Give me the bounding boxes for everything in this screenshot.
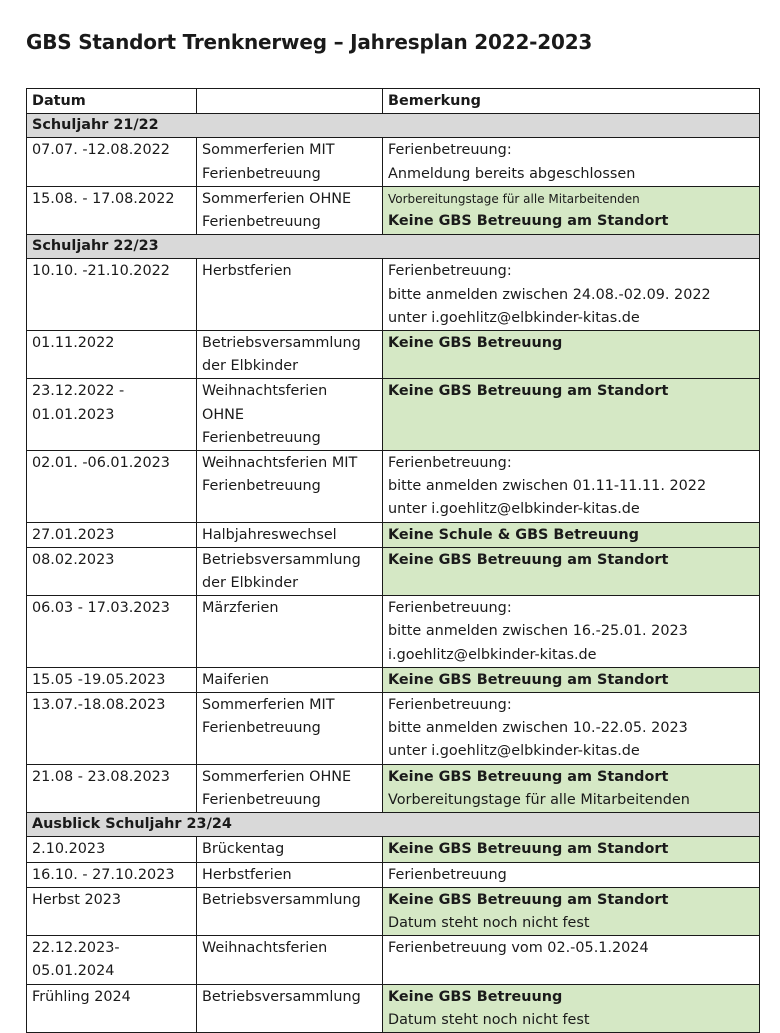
date-cell <box>27 693 197 765</box>
remark-line: bitte anmelden zwischen 16.-25.01. 2023 <box>388 623 688 640</box>
remark-cell <box>383 522 760 547</box>
table-row <box>27 186 760 234</box>
remark-line: Anmeldung bereits abgeschlossen <box>388 165 636 182</box>
remark-line: Vorbereitungstage für alle Mitarbeitenden <box>388 791 690 808</box>
date-line: 08.02.2023 <box>32 551 115 568</box>
date-cell <box>27 547 197 595</box>
remark-cell <box>383 837 760 862</box>
remark-bold-line: Keine GBS Betreuung <box>388 335 563 352</box>
remark-line: Datum steht noch nicht fest <box>388 1011 590 1028</box>
table-row <box>27 887 760 935</box>
event-cell <box>197 667 383 692</box>
event-cell <box>197 451 383 523</box>
event-line: Ferienbetreuung <box>202 165 321 182</box>
remark-cell <box>383 984 760 1032</box>
date-line: 15.08. - 17.08.2022 <box>32 190 175 207</box>
remark-cell <box>383 259 760 331</box>
table-row <box>27 331 760 379</box>
section-row <box>27 235 760 259</box>
event-cell <box>197 547 383 595</box>
section-label: Schuljahr 22/23 <box>27 235 760 259</box>
section-row <box>27 813 760 837</box>
date-line: 22.12.2023- <box>32 940 120 957</box>
table-row <box>27 936 760 984</box>
remark-line: unter i.goehlitz@elbkinder-kitas.de <box>388 743 640 760</box>
date-cell <box>27 936 197 984</box>
date-line: Frühling 2024 <box>32 988 131 1005</box>
event-cell <box>197 984 383 1032</box>
section-row <box>27 114 760 138</box>
event-cell <box>197 186 383 234</box>
remark-bold-line: Keine Schule & GBS Betreuung <box>388 526 639 543</box>
remark-line: Vorbereitungstage für alle Mitarbeitenden <box>388 191 640 206</box>
header-remark: Bemerkung <box>383 89 760 114</box>
remark-line: Ferienbetreuung: <box>388 142 512 159</box>
remark-cell <box>383 331 760 379</box>
event-line: Ferienbetreuung <box>202 478 321 495</box>
date-cell <box>27 331 197 379</box>
schedule-table <box>26 88 760 1033</box>
event-cell <box>197 522 383 547</box>
remark-line: bitte anmelden zwischen 24.08.-02.09. 2022 <box>388 286 711 303</box>
date-cell <box>27 887 197 935</box>
date-line: 13.07.-18.08.2023 <box>32 697 166 714</box>
table-row <box>27 138 760 186</box>
remark-line: Ferienbetreuung: <box>388 263 512 280</box>
event-line: Ferienbetreuung <box>202 429 321 446</box>
remark-cell <box>383 667 760 692</box>
event-line: Weihnachtsferien MIT <box>202 455 358 472</box>
event-cell <box>197 596 383 668</box>
event-cell <box>197 379 383 451</box>
table-row <box>27 984 760 1032</box>
date-line: 21.08 - 23.08.2023 <box>32 768 170 785</box>
table-row <box>27 862 760 887</box>
table-row <box>27 547 760 595</box>
remark-cell <box>383 547 760 595</box>
remark-bold-line: Keine GBS Betreuung am Standort <box>388 671 669 688</box>
date-line: 16.10. - 27.10.2023 <box>32 866 175 883</box>
event-cell <box>197 837 383 862</box>
remark-cell <box>383 936 760 984</box>
remark-bold-line: Keine GBS Betreuung am Standort <box>388 768 669 785</box>
date-cell <box>27 596 197 668</box>
event-cell <box>197 138 383 186</box>
date-cell <box>27 862 197 887</box>
event-cell <box>197 936 383 984</box>
event-cell <box>197 331 383 379</box>
remark-line: Ferienbetreuung vom 02.-05.1.2024 <box>388 940 649 957</box>
date-line: 2.10.2023 <box>32 841 106 858</box>
remark-line: Datum steht noch nicht fest <box>388 914 590 931</box>
remark-cell <box>383 186 760 234</box>
date-cell <box>27 451 197 523</box>
section-label: Schuljahr 21/22 <box>27 114 760 138</box>
event-line: Herbstferien <box>202 866 292 883</box>
date-cell <box>27 259 197 331</box>
remark-cell <box>383 764 760 812</box>
date-line: 27.01.2023 <box>32 526 115 543</box>
date-line: 01.01.2023 <box>32 406 115 423</box>
event-line: Sommerferien MIT <box>202 697 335 714</box>
event-line: OHNE <box>202 406 245 423</box>
event-line: Ferienbetreuung <box>202 720 321 737</box>
header-event <box>197 89 383 114</box>
event-line: Weihnachtsferien <box>202 383 328 400</box>
event-line: Weihnachtsferien <box>202 940 328 957</box>
date-line: 01.11.2022 <box>32 335 115 352</box>
remark-cell <box>383 862 760 887</box>
remark-line: Ferienbetreuung <box>388 866 507 883</box>
remark-bold-line: Keine GBS Betreuung <box>388 988 563 1005</box>
date-line: 15.05 -19.05.2023 <box>32 671 166 688</box>
event-line: Ferienbetreuung <box>202 791 321 808</box>
event-line: Herbstferien <box>202 263 292 280</box>
table-row <box>27 693 760 765</box>
remark-cell <box>383 596 760 668</box>
event-line: Betriebsversammlung <box>202 551 361 568</box>
remark-line: Ferienbetreuung: <box>388 600 512 617</box>
remark-cell <box>383 451 760 523</box>
section-label: Ausblick Schuljahr 23/24 <box>27 813 760 837</box>
header-date: Datum <box>27 89 197 114</box>
event-cell <box>197 259 383 331</box>
event-line: Brückentag <box>202 841 285 858</box>
event-line: Sommerferien OHNE <box>202 190 352 207</box>
date-line: 05.01.2024 <box>32 963 115 980</box>
event-line: Halbjahreswechsel <box>202 526 337 543</box>
date-line: 10.10. -21.10.2022 <box>32 263 170 280</box>
date-line: 23.12.2022 - <box>32 383 125 400</box>
date-cell <box>27 837 197 862</box>
event-line: der Elbkinder <box>202 358 299 375</box>
remark-line: unter i.goehlitz@elbkinder-kitas.de <box>388 309 640 326</box>
remark-cell <box>383 887 760 935</box>
table-row <box>27 451 760 523</box>
date-cell <box>27 522 197 547</box>
event-line: der Elbkinder <box>202 575 299 592</box>
date-line: Herbst 2023 <box>32 891 122 908</box>
remark-line: bitte anmelden zwischen 01.11-11.11. 2022 <box>388 478 707 495</box>
remark-bold-line: Keine GBS Betreuung am Standort <box>388 891 669 908</box>
event-line: Sommerferien OHNE <box>202 768 352 785</box>
remark-cell <box>383 138 760 186</box>
event-line: Betriebsversammlung <box>202 891 361 908</box>
remark-bold-line: Keine GBS Betreuung am Standort <box>388 212 669 229</box>
event-line: Sommerferien MIT <box>202 142 335 159</box>
event-line: Märzferien <box>202 600 279 617</box>
event-line: Betriebsversammlung <box>202 335 361 352</box>
table-body <box>27 114 760 1033</box>
table-row <box>27 522 760 547</box>
date-line: 02.01. -06.01.2023 <box>32 455 170 472</box>
table-row <box>27 259 760 331</box>
remark-bold-line: Keine GBS Betreuung am Standort <box>388 551 669 568</box>
remark-line: i.goehlitz@elbkinder-kitas.de <box>388 646 597 663</box>
table-row <box>27 837 760 862</box>
event-line: Ferienbetreuung <box>202 214 321 231</box>
date-line: 06.03 - 17.03.2023 <box>32 600 170 617</box>
event-line: Maiferien <box>202 671 270 688</box>
date-cell <box>27 984 197 1032</box>
remark-bold-line: Keine GBS Betreuung am Standort <box>388 841 669 858</box>
remark-line: unter i.goehlitz@elbkinder-kitas.de <box>388 501 640 518</box>
event-cell <box>197 887 383 935</box>
date-cell <box>27 667 197 692</box>
date-line: 07.07. -12.08.2022 <box>32 142 170 159</box>
remark-line: bitte anmelden zwischen 10.-22.05. 2023 <box>388 720 688 737</box>
remark-bold-line: Keine GBS Betreuung am Standort <box>388 383 669 400</box>
event-line: Betriebsversammlung <box>202 988 361 1005</box>
date-cell <box>27 379 197 451</box>
table-row <box>27 379 760 451</box>
date-cell <box>27 764 197 812</box>
document-title: GBS Standort Trenknerweg – Jahresplan 2022-2023 <box>26 30 593 54</box>
remark-cell <box>383 379 760 451</box>
event-cell <box>197 693 383 765</box>
date-cell <box>27 186 197 234</box>
remark-line: Ferienbetreuung: <box>388 455 512 472</box>
table-row <box>27 667 760 692</box>
remark-line: Ferienbetreuung: <box>388 697 512 714</box>
table-row <box>27 596 760 668</box>
event-cell <box>197 764 383 812</box>
event-cell <box>197 862 383 887</box>
date-cell <box>27 138 197 186</box>
table-row <box>27 764 760 812</box>
remark-cell <box>383 693 760 765</box>
table-header-row <box>27 89 760 114</box>
